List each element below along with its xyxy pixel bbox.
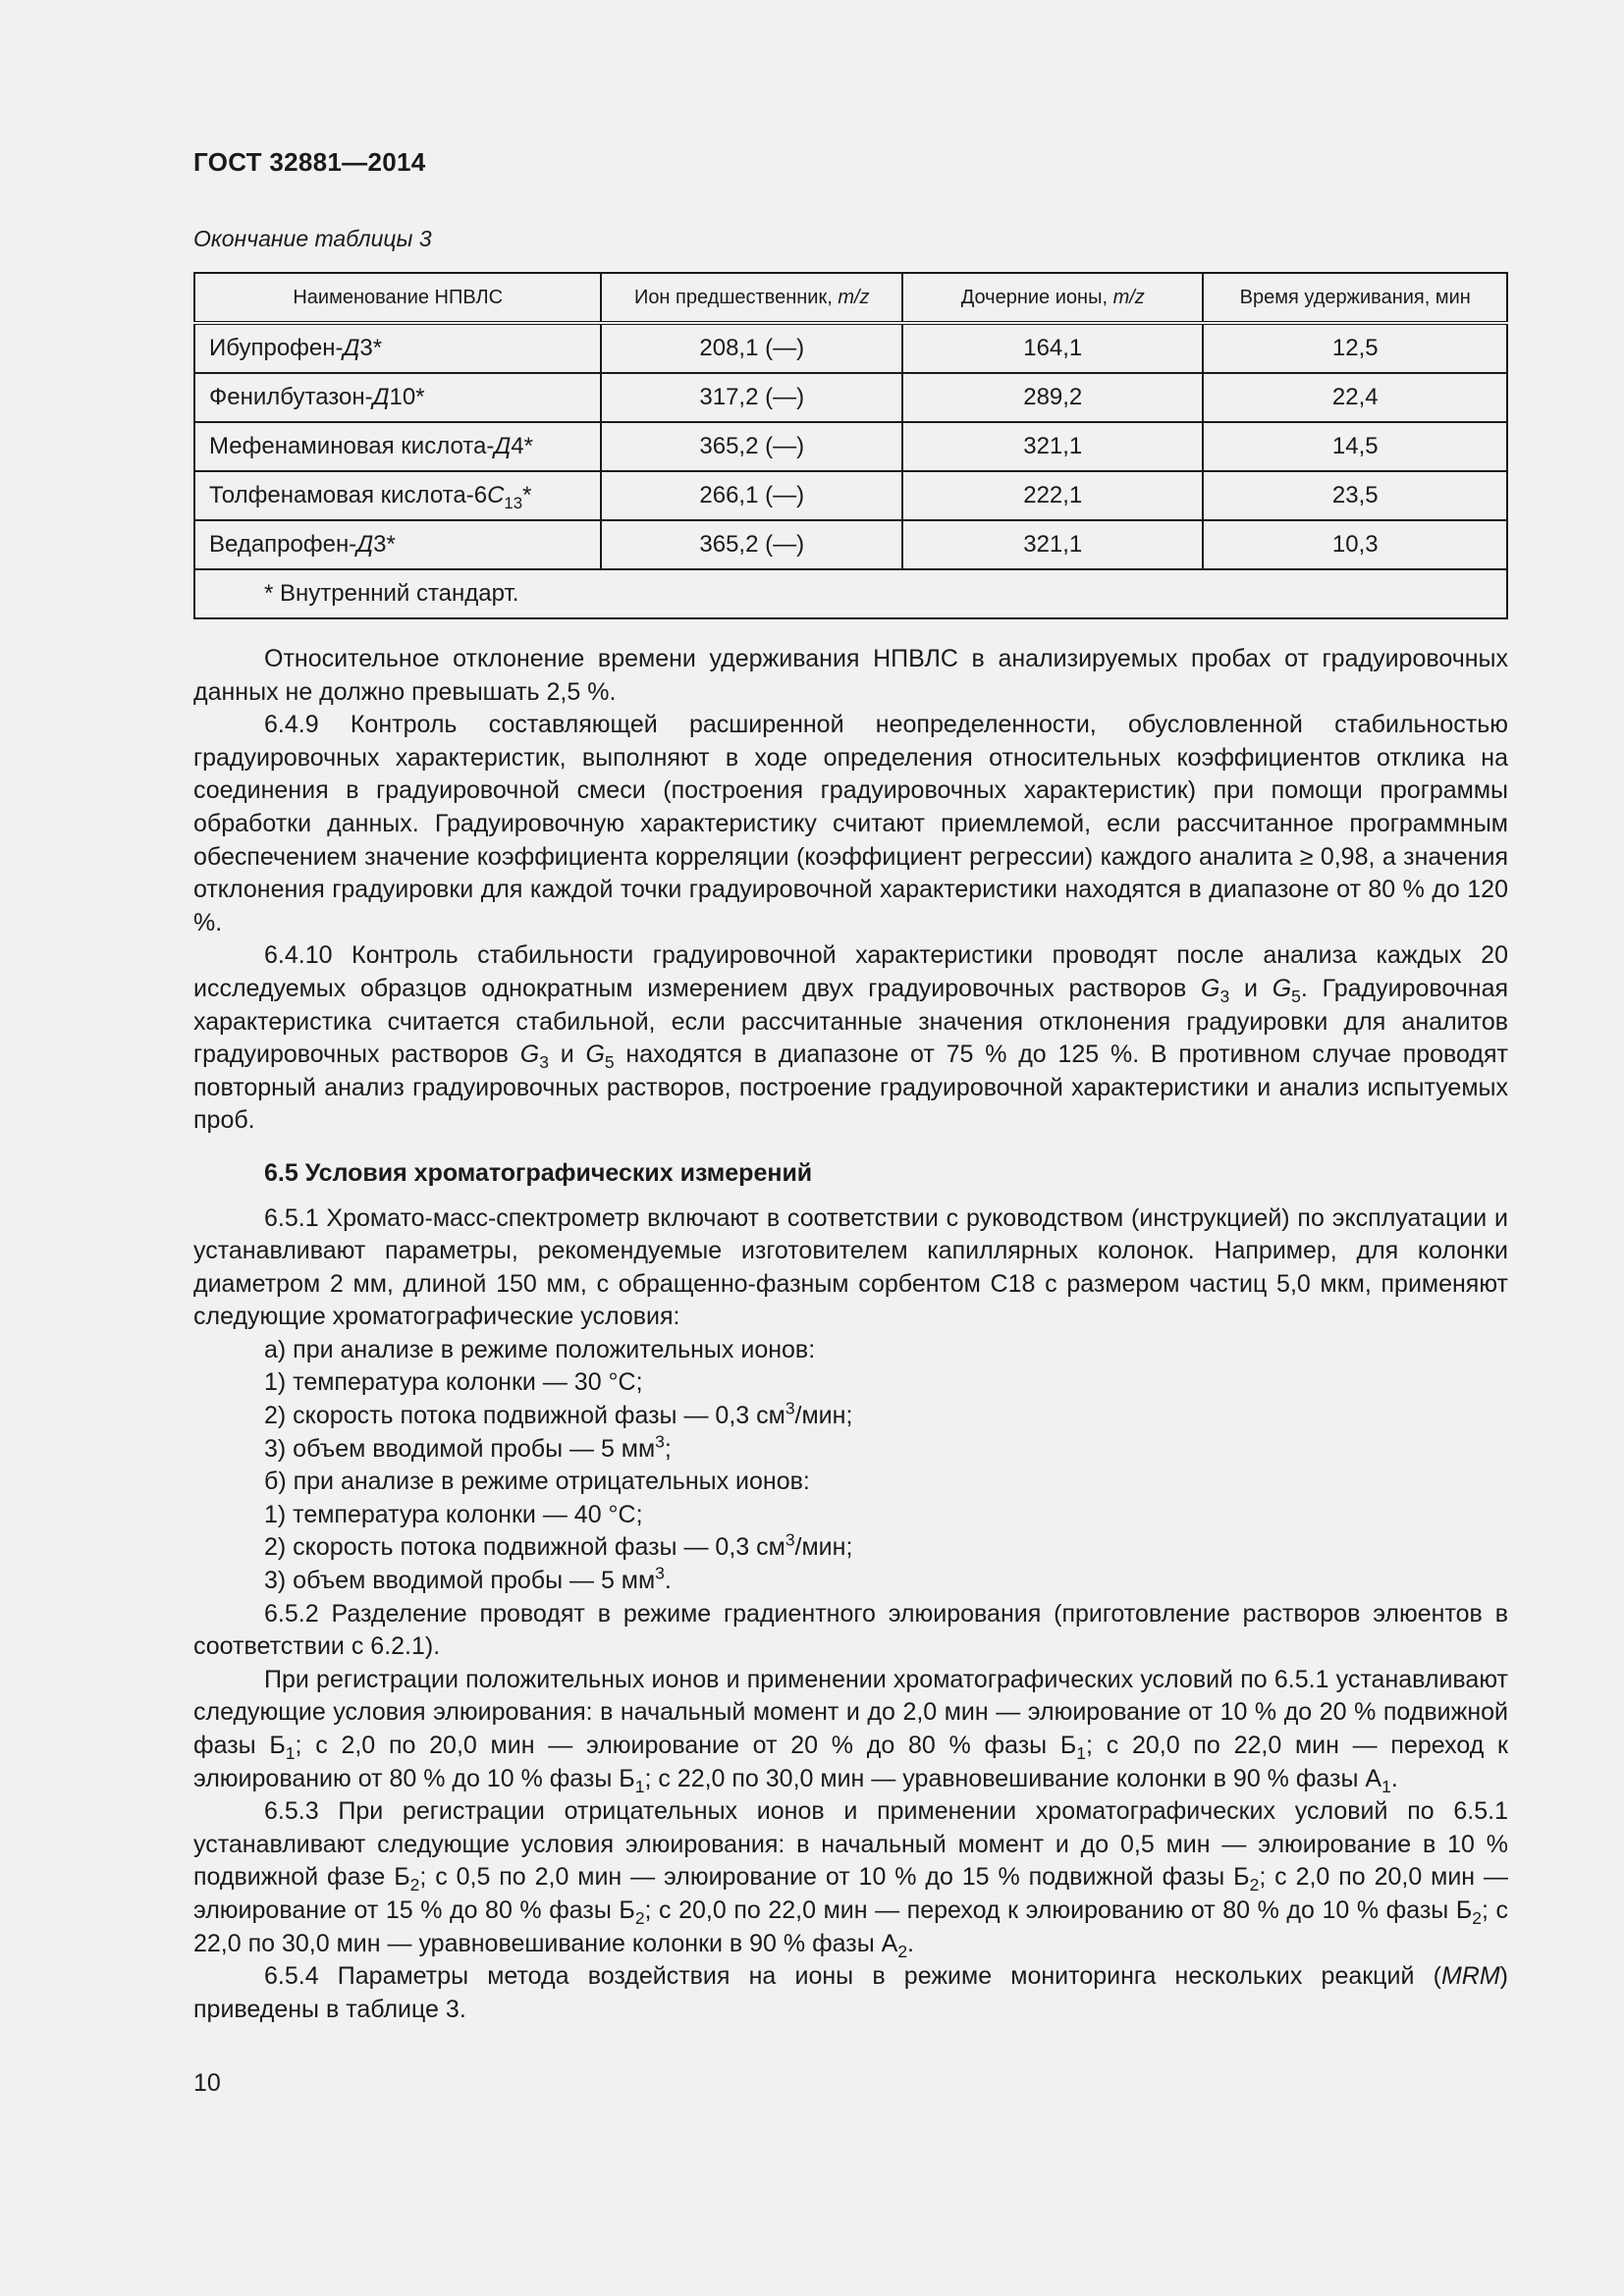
cell-name: Толфенамовая кислота-$6C_{13}*$ <box>194 471 601 520</box>
cell-daughter: 321,1 <box>902 520 1203 569</box>
table-footnote-row <box>194 569 1507 618</box>
paragraph-6-5-1: 6.5.1 Хромато-масс-спектрометр включают в соответствии с руководством (инструкцией) по эксплуатации и устанавливают параметры, рекомендуемые изготовителем капиллярных колонок. Например, для колонки диаметром 2 мм, длиной 150 мм, с обращенно-фазным сорбентом С18 с размером частиц 5,0 мкм, применяют следующие хроматографические условия: <box>193 1203 1508 1331</box>
list-item: б) при анализе в режиме отрицательных ионов: <box>264 1468 810 1496</box>
data-table <box>193 272 1508 619</box>
section-heading-6-5: 6.5 Условия хроматографических измерений <box>264 1158 813 1187</box>
paragraph-6-4-10: 6.4.10 Контроль стабильности градуировочной характеристики проводят после анализа каждых 20 исследуемых образцов однократным измерением двух градуировочных растворов $G_3$ и $G_5$. Градуировочная характеристика считается стабильной, если рассчитанные значения отклонения градуировки для аналитов градуировочных растворов $G_3$ и $G_5$ находятся в диапазоне от 75 % до 125 %. В противном случае проводят повторный анализ градуировочных растворов, построение градуировочной характеристики и анализ испытуемых проб. <box>193 941 1509 1135</box>
cell-retention: 14,5 <box>1203 422 1507 471</box>
list-item: 1) температура колонки — 30 °С; <box>264 1368 643 1397</box>
cell-retention: 23,5 <box>1203 471 1507 520</box>
paragraph-6-4-9: 6.4.9 Контроль составляющей расширенной неопределенности, обусловленной стабильностью градуировочных характеристик, выполняют в ходе определения относительных коэффициентов отклика на соединения в градуировочной смеси (построения градуировочных характеристик) при помощи программы обработки данных. Градуировочную характеристику считают приемлемой, если рассчитанное программным обеспечением значение коэффициента корреляции (коэффициент регрессии) каждого аналита ≥ 0,98, а значения отклонения градуировки для каждой точки градуировочной характеристики находятся в диапазоне от 80 % до 120 %. <box>193 711 1508 936</box>
table-row <box>194 373 1507 422</box>
list-item: 3) объем вводимой пробы — 5 $мм^3$. <box>264 1563 672 1595</box>
paragraph-6-5-2: 6.5.2 Разделение проводят в режиме градиентного элюирования (приготовление растворов элюентов в соответствии с 6.2.1). <box>193 1599 1508 1661</box>
page-number: 10 <box>193 2069 221 2097</box>
table-caption: Окончание таблицы 3 <box>193 226 432 251</box>
column-header-daughter: Дочерние ионы, m/z <box>902 273 1203 323</box>
list-item: 2) скорость потока подвижной фазы — 0,3 $см^3$/мин; <box>264 1398 853 1430</box>
cell-daughter: 164,1 <box>902 323 1203 373</box>
cell-precursor: 365,2 (—) <box>601 422 902 471</box>
cell-name: Ибупрофен-Д3* <box>194 323 601 373</box>
list-item: 3) объем вводимой пробы — 5 $мм^3$; <box>264 1431 672 1463</box>
cell-precursor: 365,2 (—) <box>601 520 902 569</box>
list-item: а) при анализе в режиме положительных ионов: <box>264 1335 816 1363</box>
cell-name: Фенилбутазон-Д10* <box>194 373 601 422</box>
cell-name: Мефенаминовая кислота-Д4* <box>194 422 601 471</box>
cell-retention: 22,4 <box>1203 373 1507 422</box>
table-footnote: * Внутренний стандарт. <box>194 569 1507 618</box>
list-item: 1) температура колонки — 40 °С; <box>264 1500 643 1528</box>
cell-precursor: 208,1 (—) <box>601 323 902 373</box>
cell-daughter: 321,1 <box>902 422 1203 471</box>
table-row <box>194 422 1507 471</box>
cell-daughter: 289,2 <box>902 373 1203 422</box>
table-row <box>194 323 1507 373</box>
column-header-retention: Время удерживания, мин <box>1203 273 1507 323</box>
table-row <box>194 471 1507 520</box>
column-header-name: Наименование НПВЛС <box>194 273 601 323</box>
paragraph: При регистрации положительных ионов и применении хроматографических условий по 6.5.1 устанавливают следующие условия элюирования: в начальный момент и до 2,0 мин — элюирование от 10 % до 20 % подвижной фазы $Б_1$; с 2,0 по 20,0 мин — элюирование от 20 % до 80 % фазы $Б_1$; с 20,0 по 22,0 мин — переход к элюированию от 80 % до 10 % фазы $Б_1$; с 22,0 по 30,0 мин — уравновешивание колонки в 90 % фазы $А_1$. <box>193 1665 1508 1796</box>
cell-name: Ведапрофен-Д3* <box>194 520 601 569</box>
table-header-row <box>194 273 1507 323</box>
cell-daughter: 222,1 <box>902 471 1203 520</box>
column-header-precursor: Ион предшественник, m/z <box>601 273 902 323</box>
cell-precursor: 266,1 (—) <box>601 471 902 520</box>
document-header: ГОСТ 32881—2014 <box>193 147 426 177</box>
cell-retention: 12,5 <box>1203 323 1507 373</box>
paragraph: Относительное отклонение времени удерживания НПВЛС в анализируемых пробах от градуировочных данных не должно превышать 2,5 %. <box>193 645 1508 706</box>
cell-precursor: 317,2 (—) <box>601 373 902 422</box>
body-text <box>193 643 1508 2026</box>
paragraph-6-5-4: 6.5.4 Параметры метода воздействия на ионы в режиме мониторинга нескольких реакций (MRM) приведены в таблице 3. <box>193 1962 1508 2023</box>
table-row <box>194 520 1507 569</box>
cell-retention: 10,3 <box>1203 520 1507 569</box>
paragraph-6-5-3: 6.5.3 При регистрации отрицательных ионов и применении хроматографических условий по 6.5.1 устанавливают следующие условия элюирования: в начальный момент и до 0,5 мин — элюирование в 10 % подвижной фазе $Б_2$; с 0,5 по 2,0 мин — элюирование от 10 % до 15 % подвижной фазы $Б_2$; с 2,0 по 20,0 мин — элюирование от 15 % до 80 % фазы $Б_2$; с 20,0 по 22,0 мин — переход к элюированию от 80 % до 10 % фазы $Б_2$; с 22,0 по 30,0 мин — уравновешивание колонки в 90 % фазы $А_2$. <box>193 1797 1509 1961</box>
list-item: 2) скорость потока подвижной фазы — 0,3 $см^3$/мин; <box>264 1529 853 1562</box>
